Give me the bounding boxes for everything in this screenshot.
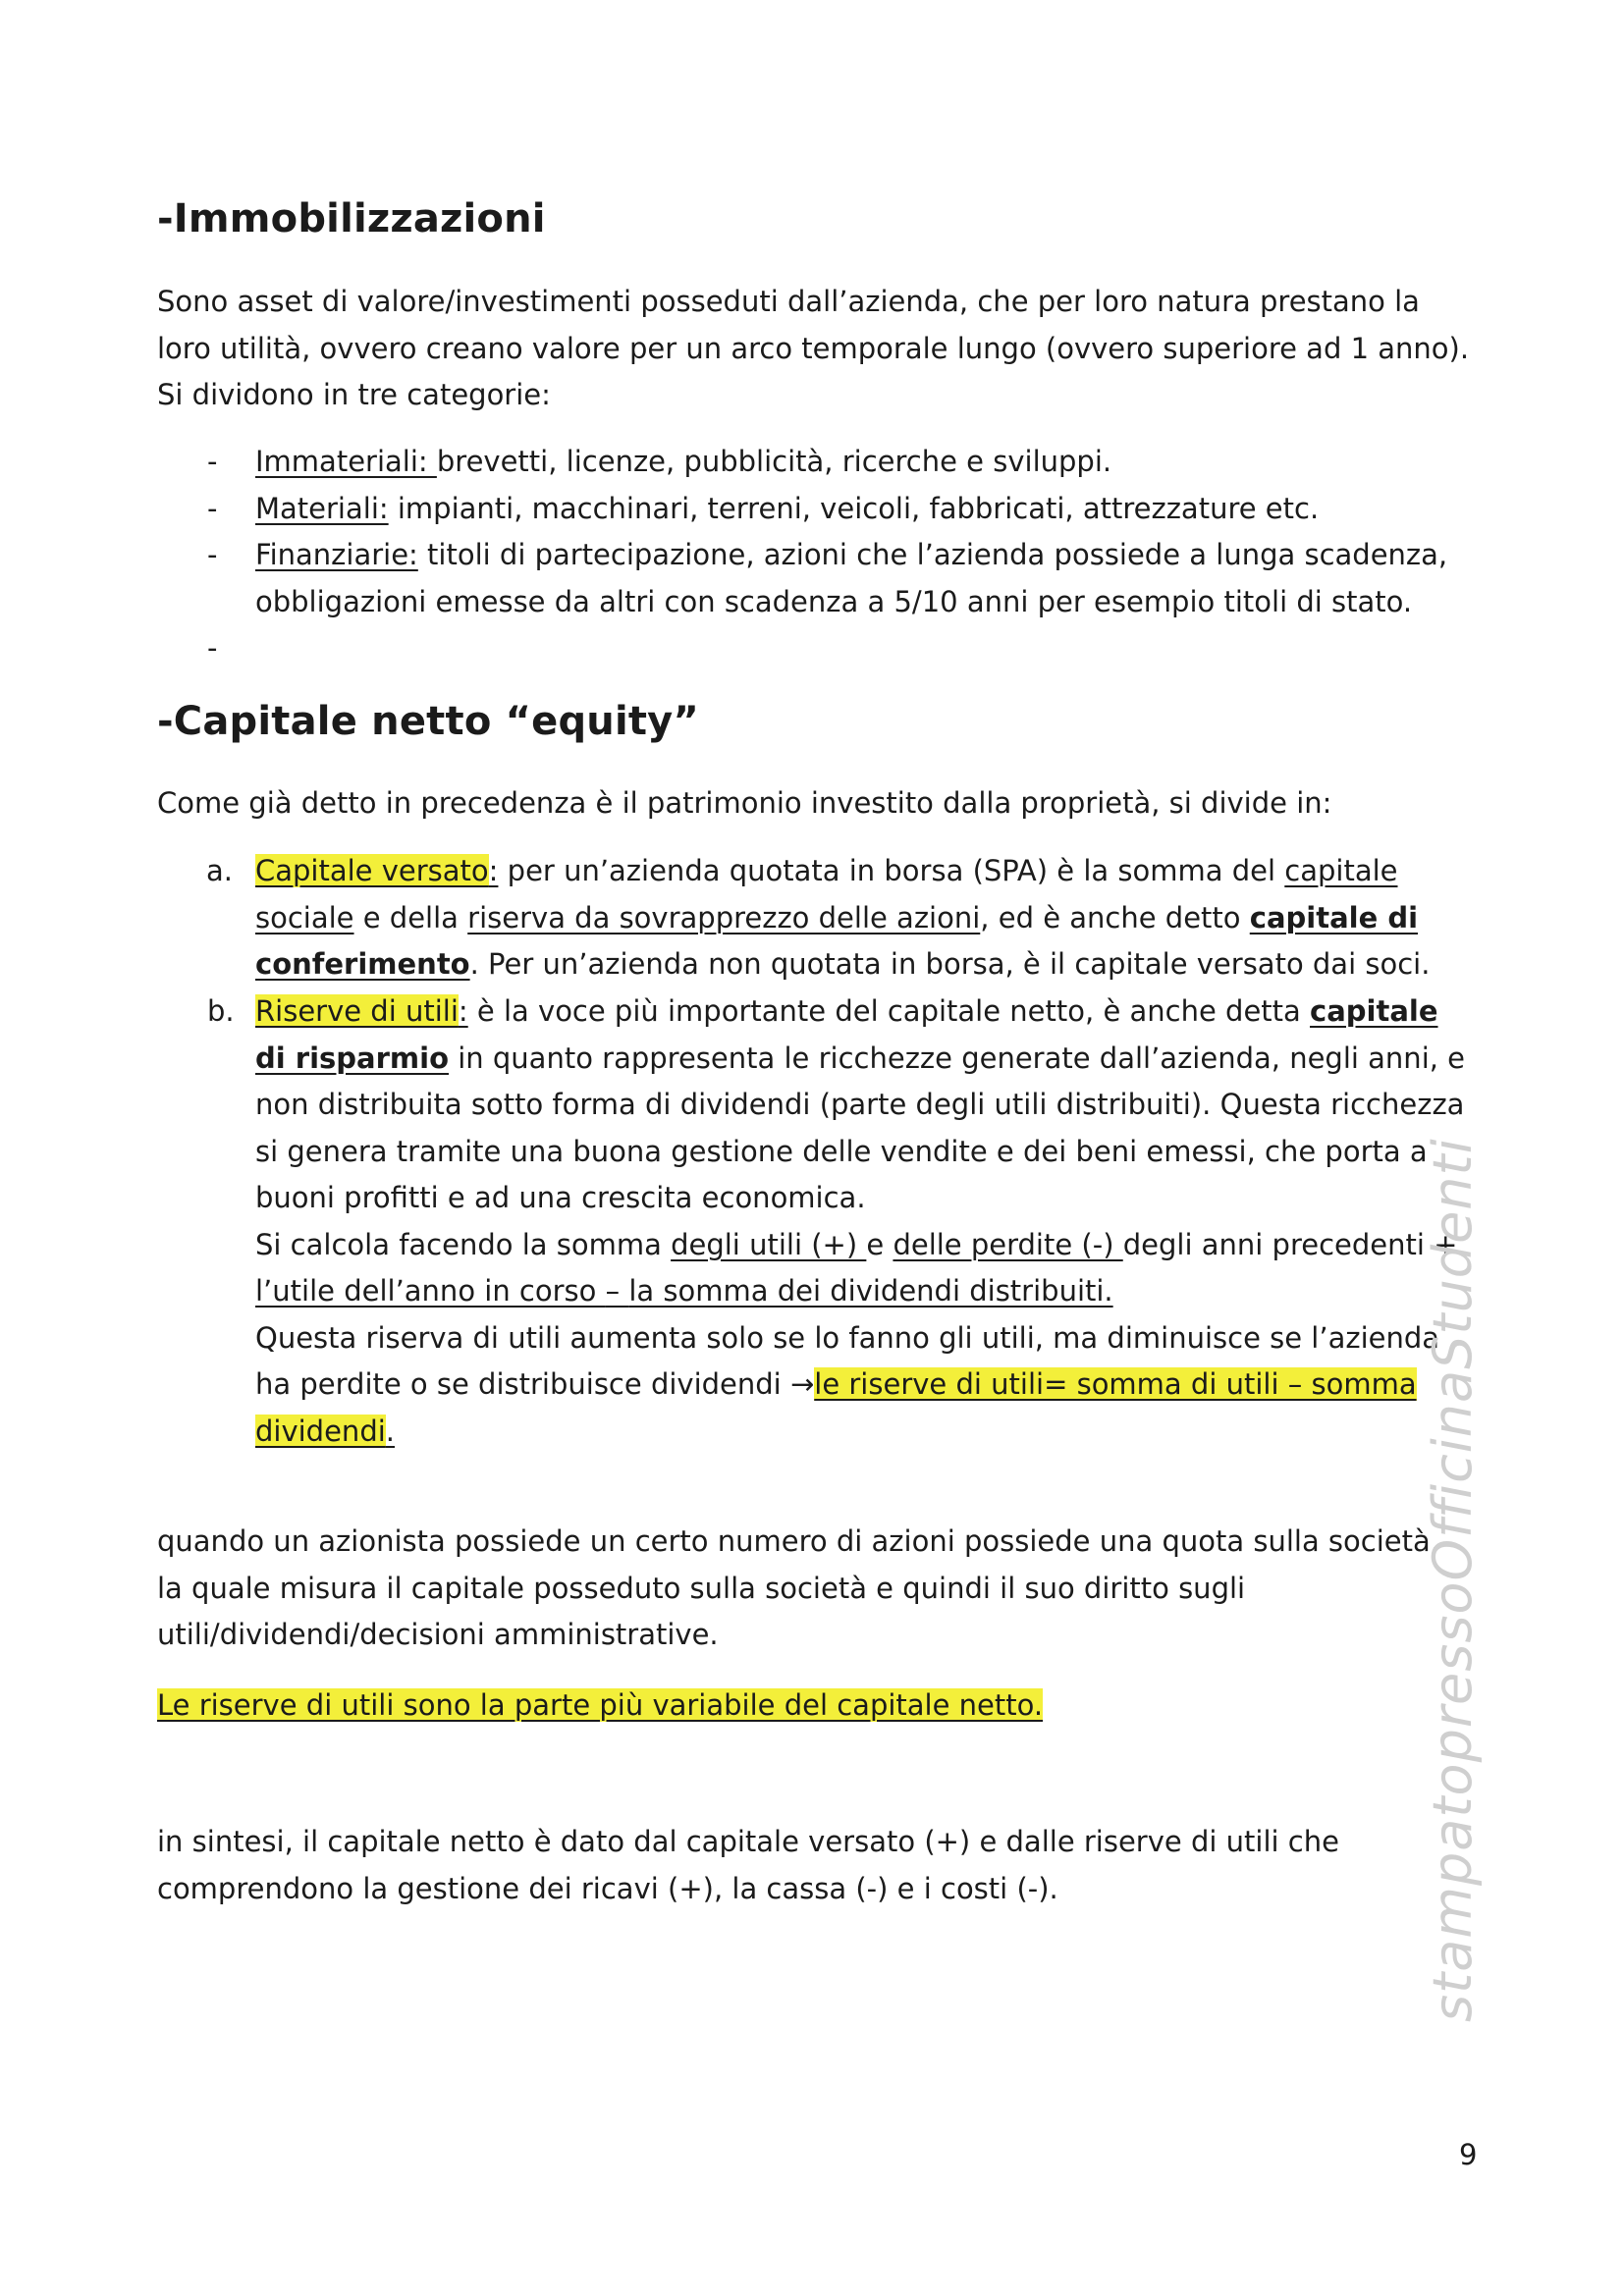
underline-somma-dividendi: la somma dei dividendi distribuiti. bbox=[628, 1274, 1113, 1308]
list-marker-a: a. bbox=[206, 854, 233, 887]
formula-end: . bbox=[385, 1414, 395, 1448]
text-fragment: e bbox=[866, 1227, 893, 1261]
term-materiali: Materiali: bbox=[255, 492, 389, 525]
paragraph-azionista: quando un azionista possiede un certo numero di azioni possiede una quota sulla società, la quale misura il capitale posseduto sulla società e quindi il suo diritto sugli utili/dividendi/decisioni amministrative. bbox=[157, 1524, 1439, 1651]
underline-riserva-sovrapprezzo: riserva da sovrapprezzo delle azioni bbox=[467, 900, 981, 934]
bold-capitale-risparmio: capitale di risparmio bbox=[255, 994, 1438, 1075]
term-colon: : bbox=[488, 854, 499, 887]
term-immateriali: Immateriali: bbox=[255, 445, 437, 478]
list-item-capitale-versato bbox=[206, 848, 1473, 988]
watermark: stampatopressoOfficinaStudenti bbox=[1422, 1138, 1484, 2022]
text-fragment: Si calcola facendo la somma bbox=[255, 1227, 672, 1261]
text-fragment: , ed è anche detto bbox=[980, 900, 1250, 934]
bullet-dash: - bbox=[207, 538, 218, 571]
paragraph-sintesi: in sintesi, il capitale netto è dato dal capitale versato (+) e dalle riserve di utili che comprendono la gestione dei ricavi (+), la cassa (-) e i costi (-). bbox=[157, 1825, 1339, 1905]
paragraph-capitale-intro: Come già detto in precedenza è il patrimonio investito dalla proprietà, si divide in: bbox=[157, 786, 1332, 820]
section-heading-immobilizzazioni: -Immobilizzazioni bbox=[157, 196, 546, 241]
text-fragment: per un’azienda quotata in borsa (SPA) è la somma del bbox=[498, 854, 1285, 887]
text-fragment: in quanto rappresenta le ricchezze generate dall’azienda, negli anni, e non distribuita sotto forma di dividendi (parte degli utili distribuiti). Questa ricchezza si genera tramite una buona gestione delle vendite e dei beni emessi, che porta a buoni profitti e ad una crescita economica. bbox=[255, 1041, 1466, 1214]
highlight-note-text: Le riserve di utili sono la parte più variabile del capitale netto. bbox=[157, 1688, 1044, 1722]
underline-dash: – bbox=[605, 1274, 629, 1308]
text-fragment: degli anni precedenti + bbox=[1122, 1227, 1458, 1261]
text-fragment: . Per un’azienda non quotata in borsa, è il capitale versato dai soci. bbox=[469, 947, 1431, 981]
section-heading-capitale-netto: -Capitale netto “equity” bbox=[157, 699, 699, 744]
term-capitale-versato: Capitale versato bbox=[255, 854, 489, 887]
highlight-note bbox=[157, 1682, 1473, 1730]
underline-utile-anno: l’utile dell’anno in corso bbox=[255, 1274, 606, 1308]
formula-highlight: le riserve di utili= somma di utili – somma dividendi bbox=[255, 1367, 1417, 1448]
bold-capitale-conferimento: capitale di conferimento bbox=[255, 900, 1419, 981]
page-number: 9 bbox=[1459, 2138, 1478, 2171]
bullet-dash: - bbox=[207, 445, 218, 478]
list-item-finanziarie bbox=[207, 532, 1473, 625]
list-marker-b: b. bbox=[207, 994, 235, 1028]
text-fragment: Questa riserva di utili aumenta solo se lo fanno gli utili, ma diminuisce se l’azienda ha perdite o se distribuisce dividendi bbox=[255, 1320, 1440, 1401]
arrow-icon: → bbox=[789, 1367, 815, 1401]
text-fragment: e della bbox=[353, 900, 468, 934]
item-text: brevetti, licenze, pubblicità, ricerche e sviluppi. bbox=[436, 445, 1112, 478]
term-finanziarie: Finanziarie: bbox=[255, 538, 418, 571]
underline-perdite: delle perdite (-) bbox=[893, 1227, 1123, 1261]
paragraph-immobilizzazioni-intro: Sono asset di valore/investimenti posseduti dall’azienda, che per loro natura prestano la loro utilità, ovvero creano valore per un arco temporale lungo (ovvero superiore ad 1 anno). Si dividono in tre categorie: bbox=[157, 285, 1470, 411]
underline-utili: degli utili (+) bbox=[671, 1227, 867, 1261]
list-item-riserve-utili bbox=[207, 988, 1473, 1455]
term-colon: : bbox=[458, 994, 468, 1028]
list-item-materiali bbox=[207, 486, 1473, 533]
text-fragment: è la voce più importante del capitale netto, è anche detta bbox=[467, 994, 1311, 1028]
bullet-dash: - bbox=[207, 492, 218, 525]
underline-capitale-sociale: capitale sociale bbox=[255, 854, 1398, 934]
term-riserve-utili: Riserve di utili bbox=[255, 994, 459, 1028]
item-text: impianti, macchinari, terreni, veicoli, fabbricati, attrezzature etc. bbox=[388, 492, 1320, 525]
list-item-immateriali bbox=[207, 439, 1473, 486]
item-text: titoli di partecipazione, azioni che l’azienda possiede a lunga scadenza, obbligazioni emesse da altri con scadenza a 5/10 anni per esempio titoli di stato. bbox=[255, 538, 1448, 618]
empty-bullet-dash: - bbox=[207, 631, 218, 665]
